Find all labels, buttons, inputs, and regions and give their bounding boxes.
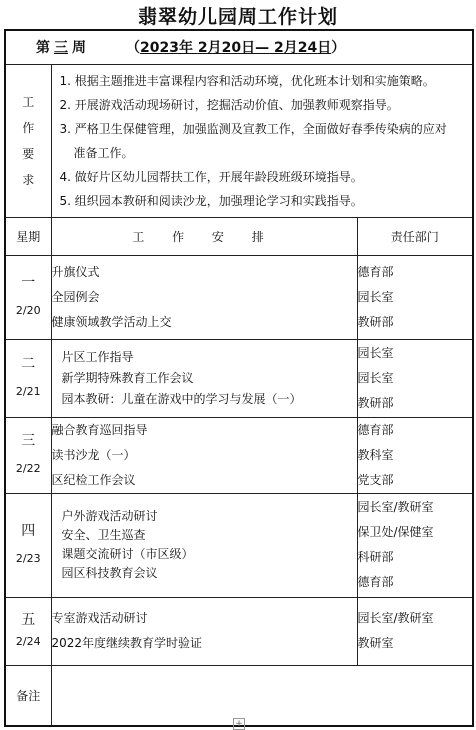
list-item: 片区工作指导 [61,349,134,364]
table-row [5,417,473,493]
list-item: 1. 根据主题推进丰富课程内容和活动环境，优化班本计划和实施策略。 [59,73,435,88]
list-item: 德育部 [357,575,394,589]
department-cell [357,493,473,597]
header-day: 星期 [5,217,51,255]
list-item: 户外游戏活动研讨 [61,509,158,523]
week-number: 三 [54,40,68,57]
list-item: 教研部 [357,395,394,410]
requirements-list [52,65,473,217]
list-item: 4. 做好片区幼儿园帮扶工作，开展年龄段班级环境指导。 [59,169,363,184]
notes-content [51,665,473,726]
notes-label: 备注 [5,665,51,726]
list-item: 园长室/教研室 [357,500,434,514]
list-item: 5. 组织园本教研和阅读沙龙，加强理论学习和实践指导。 [59,193,363,208]
table-row [5,255,473,339]
list-item: 升旗仪式 [51,264,100,279]
list-item: 教研室 [357,636,394,650]
list-item: 园长室/教研室 [357,611,434,625]
list-item: 新学期特殊教育工作会议 [61,370,194,385]
page-title: 翡翠幼儿园周工作计划 [137,6,338,28]
week-row [5,30,473,64]
list-item: 2. 开展游戏活动现场研讨，挖掘活动价值、加强教师观察指导。 [59,97,399,112]
list-item: 融合教育巡回指导 [51,422,148,437]
day-cell: 三 2/22 [5,417,51,493]
list-item: 园长室 [357,289,394,304]
table-row [5,597,473,665]
day-cell: 四 2/23 [5,493,51,597]
list-item: 保卫处/保健室 [357,525,434,539]
week-line: 第 三 周 （2023年 2月20日— 2月24日） [36,40,346,57]
department-cell [357,339,473,417]
list-item: 全园例会 [51,289,100,304]
list-item: 教研部 [357,314,394,329]
requirements-row [5,64,473,217]
list-item: 安全、卫生巡查 [61,528,146,542]
list-item: 园区科技教育会议 [61,566,158,580]
arrangement-cell [51,339,357,417]
week-date-range: 2023年 2月20日— 2月24日 [140,40,332,57]
department-cell [357,255,473,339]
list-item: 科研部 [357,550,394,564]
table-row [5,493,473,597]
day-cell: 五 2/24 [5,597,51,665]
page-break-marker: + [233,718,245,730]
list-item: 党支部 [357,472,394,487]
weekly-plan-table [4,29,474,727]
list-item: 园长室 [357,345,394,360]
list-item: 区纪检工作会议 [51,472,136,487]
notes-row [5,665,473,726]
list-item: 园本教研：儿童在游戏中的学习与发展（一） [61,391,302,406]
list-item: 教科室 [357,447,394,462]
table-row [5,339,473,417]
department-cell [357,417,473,493]
list-item: 读书沙龙（一） [51,447,136,462]
list-item: 2022年度继续教育学时验证 [51,636,203,650]
header-row [5,217,473,255]
requirements-label: 工 作 要 求 [5,64,51,217]
list-item: 德育部 [357,422,394,437]
arrangement-cell [51,255,357,339]
list-item: 园长室 [357,370,394,385]
list-item: 准备工作。 [73,145,134,160]
department-cell [357,597,473,665]
arrangement-cell [51,493,357,597]
list-item: 健康领域教学活动上交 [51,314,172,329]
list-item: 德育部 [357,264,394,279]
arrangement-cell [51,417,357,493]
arrangement-cell [51,597,357,665]
list-item: 3. 严格卫生保健管理，加强监测及宣教工作，全面做好春季传染病的应对 [59,121,447,136]
header-arrangement: 工 作 安 排 [51,217,357,255]
day-cell: 二 2/21 [5,339,51,417]
day-cell: 一 2/20 [5,255,51,339]
list-item: 专室游戏活动研讨 [51,611,148,625]
list-item: 课题交流研讨（市区级） [61,547,194,561]
header-department: 责任部门 [357,217,473,255]
